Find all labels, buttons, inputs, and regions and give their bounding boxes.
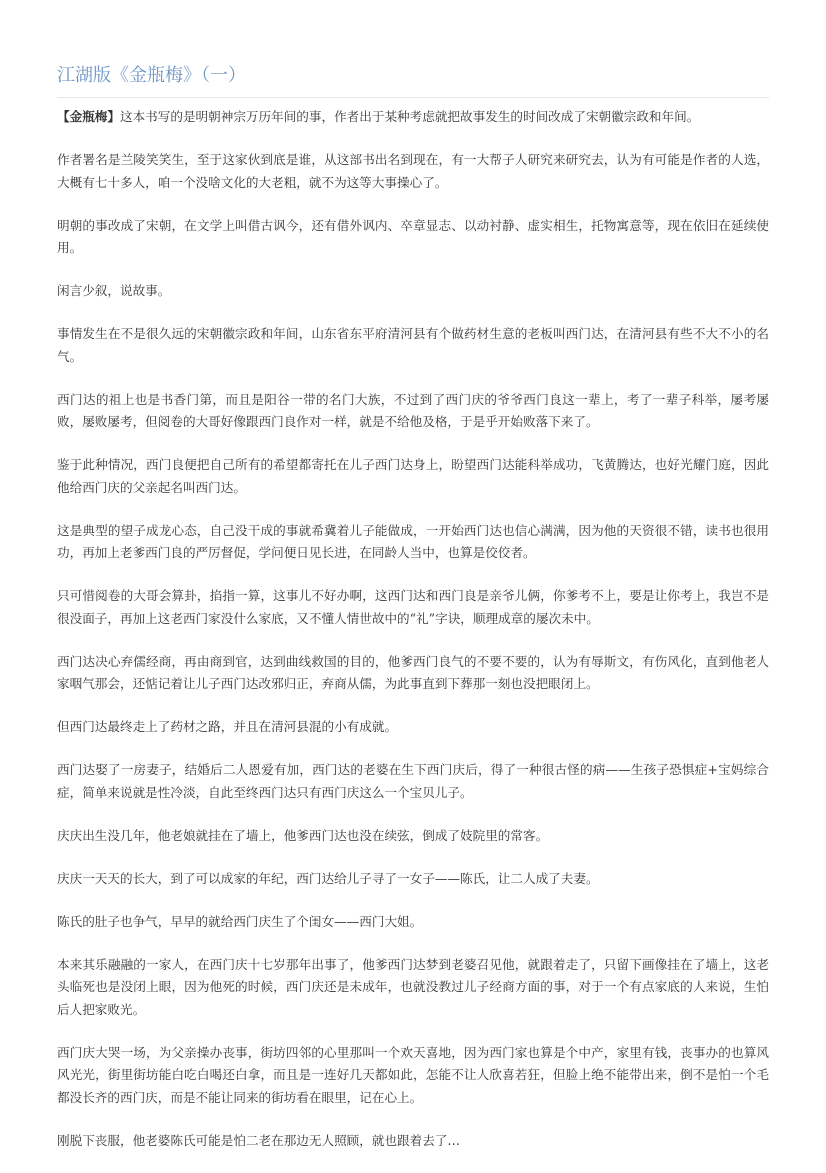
lead-label: 【金瓶梅】 (57, 109, 120, 124)
lead-paragraph (57, 106, 769, 129)
paragraph: 庆庆一天天的长大，到了可以成家的年纪，西门达给儿子寻了一女子——陈氏，让二人成了夫妻。 (57, 870, 599, 886)
article (57, 62, 769, 1173)
paragraph: 鉴于此种情况，西门良便把自己所有的希望都寄托在儿子西门达身上，盼望西门达能科举成功，飞黄腾达，也好光耀门庭，因此他给西门庆的父亲起名叫西门达。 (57, 457, 769, 495)
article-title: 江湖版《金瓶梅》（一） (57, 62, 769, 98)
paragraph: 但西门达最终走上了药材之路，并且在清河县混的小有成就。 (57, 719, 398, 734)
paragraph: 作者署名是兰陵笑笑生，至于这家伙到底是谁，从这部书出名到现在，有一大帮子人研究来研究去，认为有可能是作者的人选，大概有七十多人，咱一个没啥文化的大老粗，就不为这等大事操心了。 (57, 152, 769, 190)
paragraph: 明朝的事改成了宋朝，在文学上叫借古讽今，还有借外讽内、卒章显志、以动衬静、虚实相生，托物寓意等，现在依旧在延续使用。 (57, 217, 769, 255)
paragraph: 这是典型的望子成龙心态，自己没干成的事就希冀着儿子能做成，一开始西门达也信心满满，因为他的天资很不错，读书也很用功，再加上老爹西门良的严厉督促，学问便日见长进，在同龄人当中，也算是佼佼者。 (57, 522, 769, 560)
paragraph: 刚脱下丧服，他老婆陈氏可能是怕二老在那边无人照顾，就也跟着去了… (57, 1132, 460, 1148)
paragraph: 庆庆出生没几年，他老娘就挂在了墙上，他爹西门达也没在续弦，倒成了妓院里的常客。 (57, 827, 549, 843)
lead-text: 这本书写的是明朝神宗万历年间的事，作者出于某种考虑就把故事发生的时间改成了宋朝徽宗政和年间。 (119, 109, 700, 124)
paragraph: 事情发生在不是很久远的宋朝徽宗政和年间，山东省东平府清河县有个做药材生意的老板叫西门达，在清河县有些不大不小的名气。 (57, 326, 769, 364)
paragraph: 陈氏的肚子也争气，早早的就给西门庆生了个闺女——西门大姐。 (57, 913, 423, 929)
paragraph: 只可惜阅卷的大哥会算卦，掐指一算，这事儿不好办啊，这西门达和西门良是亲爷儿俩，你爹考不上，要是让你考上，我岂不是很没面子，再加上这老西门家没什么家底，又不懂人情世故中的“礼”字诀，顺理成章的屡次未中。 (57, 588, 769, 626)
article-body (57, 106, 769, 1152)
paragraph: 本来其乐融融的一家人，在西门庆十七岁那年出事了，他爹西门达梦到老婆召见他，就跟着走了，只留下画像挂在了墙上，这老头临死也是没闭上眼，因为他死的时候，西门庆还是未成年，也就没教过儿子经商方面的事，对于一个有点家底的人来说，生怕后人把家败光。 (57, 956, 769, 1017)
paragraph: 西门达娶了一房妻子，结婚后二人恩爱有加，西门达的老婆在生下西门庆后，得了一种很古怪的病——生孩子恐惧症+宝妈综合症，简单来说就是性冷淡，自此至终西门达只有西门庆这么一个宝贝儿子。 (57, 762, 769, 800)
paragraph: 西门庆大哭一场，为父亲操办丧事，街坊四邻的心里那叫一个欢天喜地，因为西门家也算是个中产，家里有钱，丧事办的也算风风光光，街里街坊能白吃白喝还白拿，而且是一连好几天都如此，怎能不让人欣喜若狂，但脸上绝不能带出来，倒不是怕一个毛都没长齐的西门庆，而是不能让同来的街坊看在眼里，记在心上。 (57, 1044, 769, 1105)
paragraph: 西门达决心弃儒经商，再由商到官，达到曲线救国的目的，他爹西门良气的不要不要的，认为有辱斯文，有伤风化，直到他老人家咽气那会，还惦记着让儿子西门达改邪归正，弃商从儒，为此事直到下葬那一刻也没把眼闭上。 (57, 653, 769, 691)
paragraph: 西门达的祖上也是书香门第，而且是阳谷一带的名门大族，不过到了西门庆的爷爷西门良这一辈上，考了一辈子科举，屡考屡败，屡败屡考，但阅卷的大哥好像跟西门良作对一样，就是不给他及格，于是乎开始败落下来了。 (57, 391, 769, 429)
paragraph: 闲言少叙，说故事。 (57, 283, 171, 298)
